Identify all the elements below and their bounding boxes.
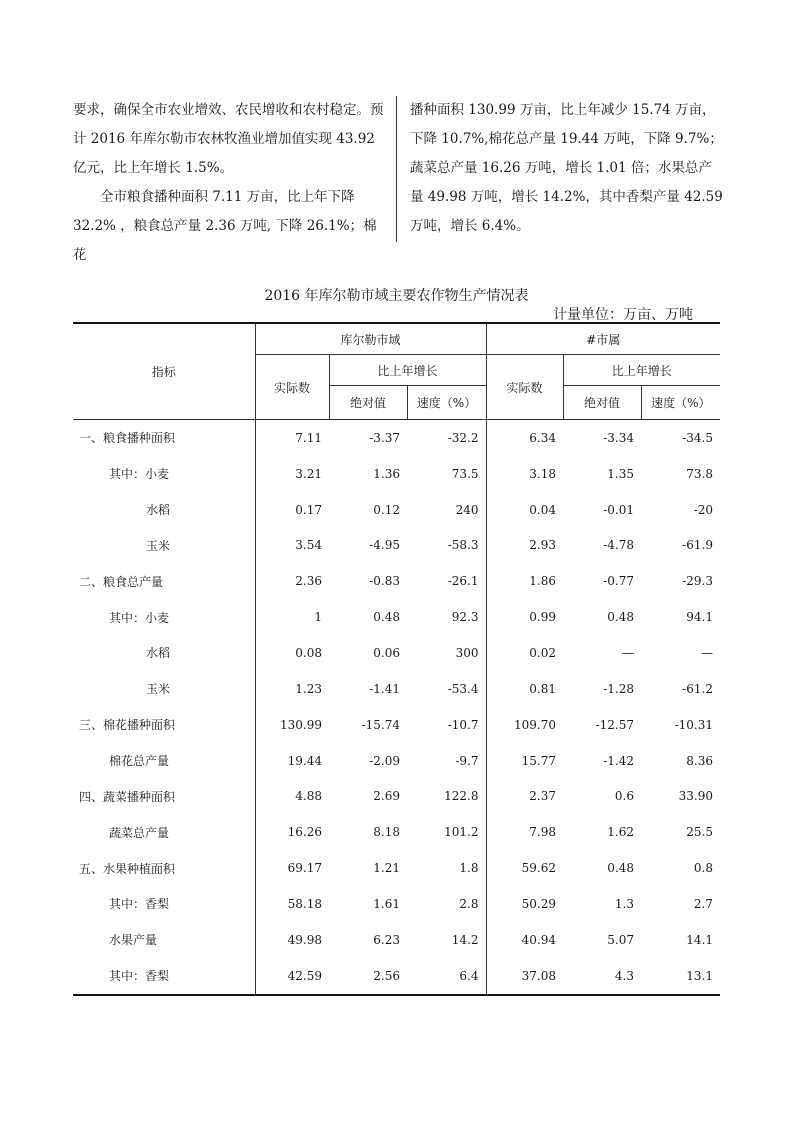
cell-value: 73.8 bbox=[686, 466, 714, 481]
cell-value: 0.48 bbox=[607, 610, 635, 625]
cell-value: -1.28 bbox=[603, 681, 635, 696]
cell-value: 13.1 bbox=[641, 958, 720, 995]
cell-value: 7.11 bbox=[295, 430, 322, 445]
table-unit: 计量单位：万亩、万吨 bbox=[553, 307, 693, 323]
cell-value: 0.04 bbox=[529, 502, 557, 517]
cell-value: 42.59 bbox=[255, 958, 329, 995]
cell-value: 109.70 bbox=[514, 717, 557, 732]
cell-value: 15.77 bbox=[521, 753, 557, 768]
cell-value: 2.69 bbox=[373, 789, 400, 804]
row-label: 蔬菜总产量 bbox=[73, 814, 255, 850]
row-label: 水果产量 bbox=[73, 922, 255, 958]
cell-value: -3.37 bbox=[369, 430, 400, 445]
header-yoy-city: 比上年增长 bbox=[329, 355, 486, 386]
cell-value: -15.74 bbox=[361, 717, 400, 732]
cell-value: 94.1 bbox=[686, 610, 714, 625]
cell-value: 1.23 bbox=[295, 681, 322, 696]
cell-value: 1.36 bbox=[373, 466, 400, 481]
row-label: 其中：小麦 bbox=[73, 599, 255, 635]
row-label: 二、粮食总产量 bbox=[73, 563, 255, 599]
row-label: 水稻 bbox=[73, 492, 255, 528]
cell-value: 92.3 bbox=[407, 599, 486, 635]
cell-value: 1 bbox=[314, 610, 322, 625]
cell-value: -0.83 bbox=[369, 574, 400, 589]
cell-value: 25.5 bbox=[686, 825, 714, 840]
header-rate-city: 速度（%） bbox=[407, 386, 486, 420]
table-row bbox=[73, 671, 720, 707]
cell-value: 122.8 bbox=[407, 778, 486, 814]
row-label: 其中：小麦 bbox=[73, 456, 255, 492]
cell-value: -29.3 bbox=[682, 574, 714, 589]
cell-value: 0.48 bbox=[607, 861, 635, 876]
cell-value: 50.29 bbox=[521, 896, 557, 911]
table-row bbox=[73, 958, 720, 995]
cell-value: -53.4 bbox=[407, 671, 486, 707]
text-column-left bbox=[73, 96, 385, 270]
cell-value: 101.2 bbox=[407, 814, 486, 850]
cell-value: 6.23 bbox=[373, 932, 400, 947]
cell-value: 3.18 bbox=[529, 466, 557, 481]
table-row bbox=[73, 778, 720, 814]
header-group-municipal: #市属 bbox=[486, 323, 720, 355]
cell-value: 5.07 bbox=[607, 932, 635, 947]
header-abs-city: 绝对值 bbox=[329, 386, 407, 420]
cell-value: 8.18 bbox=[373, 825, 400, 840]
row-label: 三、棉花播种面积 bbox=[73, 707, 255, 743]
paragraph-1: 要求，确保全市农业增效、农民增收和农村稳定。预计 2016 年库尔勒市农林牧渔业增加值实现 43.92 亿元，比上年增长 1.5%。 bbox=[73, 102, 384, 176]
table-row bbox=[73, 922, 720, 958]
table-row bbox=[73, 563, 720, 599]
cell-value: -2.09 bbox=[369, 753, 400, 768]
cell-value: 240 bbox=[407, 492, 486, 528]
cell-value: 0.48 bbox=[373, 610, 400, 625]
cell-value: 2.8 bbox=[407, 886, 486, 922]
cell-value: 0.8 bbox=[693, 861, 714, 876]
header-actual-municipal: 实际数 bbox=[486, 355, 563, 420]
table-row bbox=[73, 814, 720, 850]
cell-value: 7.98 bbox=[529, 825, 557, 840]
table-title: 2016 年库尔勒市域主要农作物生产情况表 bbox=[264, 288, 529, 304]
row-label: 水稻 bbox=[73, 635, 255, 671]
header-actual-city: 实际数 bbox=[255, 355, 329, 420]
header-yoy-municipal: 比上年增长 bbox=[563, 355, 720, 386]
header-rate-municipal: 速度（%） bbox=[641, 386, 720, 420]
cell-value: 2.7 bbox=[693, 896, 714, 911]
cell-value: 19.44 bbox=[287, 753, 322, 768]
cell-value: 0.17 bbox=[295, 502, 322, 517]
cell-value: -61.9 bbox=[682, 538, 714, 553]
cell-value: 16.26 bbox=[287, 825, 322, 840]
cell-value: -20 bbox=[693, 502, 714, 517]
cell-value: 0.6 bbox=[614, 789, 635, 804]
cell-value: -3.34 bbox=[603, 430, 635, 445]
cell-value: 1.61 bbox=[373, 896, 400, 911]
cell-value: 58.18 bbox=[287, 896, 322, 911]
cell-value: -1.41 bbox=[369, 681, 400, 696]
cell-value: 1.35 bbox=[607, 466, 635, 481]
table-header bbox=[73, 323, 720, 420]
cell-value: 6.34 bbox=[529, 430, 557, 445]
table-row bbox=[73, 886, 720, 922]
cell-value: — bbox=[701, 645, 714, 660]
cell-value: -0.01 bbox=[603, 502, 635, 517]
cell-value: 0.02 bbox=[529, 645, 557, 660]
cell-value: 300 bbox=[407, 635, 486, 671]
table-row bbox=[73, 456, 720, 492]
cell-value: 130.99 bbox=[280, 717, 322, 732]
cell-value: 49.98 bbox=[287, 932, 322, 947]
row-label: 其中：香梨 bbox=[73, 958, 255, 995]
cell-value: 1.62 bbox=[607, 825, 635, 840]
cell-value: — bbox=[622, 645, 635, 660]
table-row bbox=[73, 850, 720, 886]
header-abs-municipal: 绝对值 bbox=[563, 386, 641, 420]
crop-production-table bbox=[73, 322, 720, 996]
cell-value: 33.90 bbox=[678, 789, 714, 804]
cell-value: 0.12 bbox=[373, 502, 400, 517]
table-body bbox=[73, 420, 720, 995]
cell-value: 0.81 bbox=[529, 681, 557, 696]
cell-value: 1.86 bbox=[529, 574, 557, 589]
cell-value: 2.93 bbox=[529, 538, 557, 553]
cell-value: 69.17 bbox=[287, 861, 322, 876]
cell-value: 14.2 bbox=[407, 922, 486, 958]
cell-value: 14.1 bbox=[686, 932, 714, 947]
cell-value: 1.3 bbox=[614, 896, 635, 911]
table-row bbox=[73, 420, 720, 456]
cell-value: 0.06 bbox=[373, 645, 400, 660]
table-row bbox=[73, 599, 720, 635]
paragraph-3: 播种面积 130.99 万亩，比上年减少 15.74 万亩，下降 10.7%,棉花总产量 19.44 万吨，下降 9.7%；蔬菜总产量 16.26 万吨，增长 1.01 倍；水果总产量 49.98 万吨，增长 14.2%，其中香梨产量 42.59 万吨，增长 6.4%。 bbox=[410, 102, 723, 234]
column-divider bbox=[396, 96, 397, 242]
cell-value: -9.7 bbox=[407, 743, 486, 779]
cell-value: 2.36 bbox=[295, 574, 322, 589]
cell-value: -4.78 bbox=[603, 538, 635, 553]
row-label: 五、水果种植面积 bbox=[73, 850, 255, 886]
row-label: 棉花总产量 bbox=[73, 743, 255, 779]
header-group-city: 库尔勒市域 bbox=[255, 323, 486, 355]
table-row bbox=[73, 635, 720, 671]
cell-value: -10.7 bbox=[407, 707, 486, 743]
cell-value: -4.95 bbox=[369, 538, 400, 553]
row-label: 其中：香梨 bbox=[73, 886, 255, 922]
cell-value: 59.62 bbox=[521, 861, 557, 876]
cell-value: 8.36 bbox=[686, 753, 714, 768]
cell-value: 4.88 bbox=[295, 789, 322, 804]
cell-value: -32.2 bbox=[407, 420, 486, 456]
table-row bbox=[73, 492, 720, 528]
cell-value: 0.08 bbox=[295, 645, 322, 660]
cell-value: 4.3 bbox=[563, 958, 641, 995]
cell-value: 1.8 bbox=[407, 850, 486, 886]
table-row bbox=[73, 707, 720, 743]
cell-value: -61.2 bbox=[682, 681, 714, 696]
row-label: 玉米 bbox=[73, 671, 255, 707]
cell-value: 2.37 bbox=[529, 789, 557, 804]
cell-value: 40.94 bbox=[521, 932, 557, 947]
text-column-right bbox=[410, 96, 723, 241]
cell-value: -34.5 bbox=[682, 430, 714, 445]
cell-value: 1.21 bbox=[373, 861, 400, 876]
cell-value: -58.3 bbox=[407, 528, 486, 564]
row-label: 玉米 bbox=[73, 528, 255, 564]
row-label: 一、粮食播种面积 bbox=[73, 420, 255, 456]
cell-value: 0.99 bbox=[529, 610, 557, 625]
cell-value: -10.31 bbox=[674, 717, 714, 732]
cell-value: 3.54 bbox=[295, 538, 322, 553]
row-label: 四、蔬菜播种面积 bbox=[73, 778, 255, 814]
table-row bbox=[73, 528, 720, 564]
cell-value: -1.42 bbox=[603, 753, 635, 768]
header-indicator: 指标 bbox=[73, 323, 255, 420]
table-row bbox=[73, 743, 720, 779]
cell-value: 73.5 bbox=[407, 456, 486, 492]
cell-value: 6.4 bbox=[407, 958, 486, 995]
paragraph-2: 全市粮食播种面积 7.11 万亩，比上年下降 32.2% ，粮食总产量 2.36 万吨, 下降 26.1%；棉花 bbox=[73, 189, 377, 263]
cell-value: -12.57 bbox=[595, 717, 635, 732]
cell-value: 3.21 bbox=[295, 466, 322, 481]
cell-value: -0.77 bbox=[603, 574, 635, 589]
cell-value: -26.1 bbox=[407, 563, 486, 599]
cell-value: 2.56 bbox=[329, 958, 407, 995]
cell-value: 37.08 bbox=[486, 958, 563, 995]
